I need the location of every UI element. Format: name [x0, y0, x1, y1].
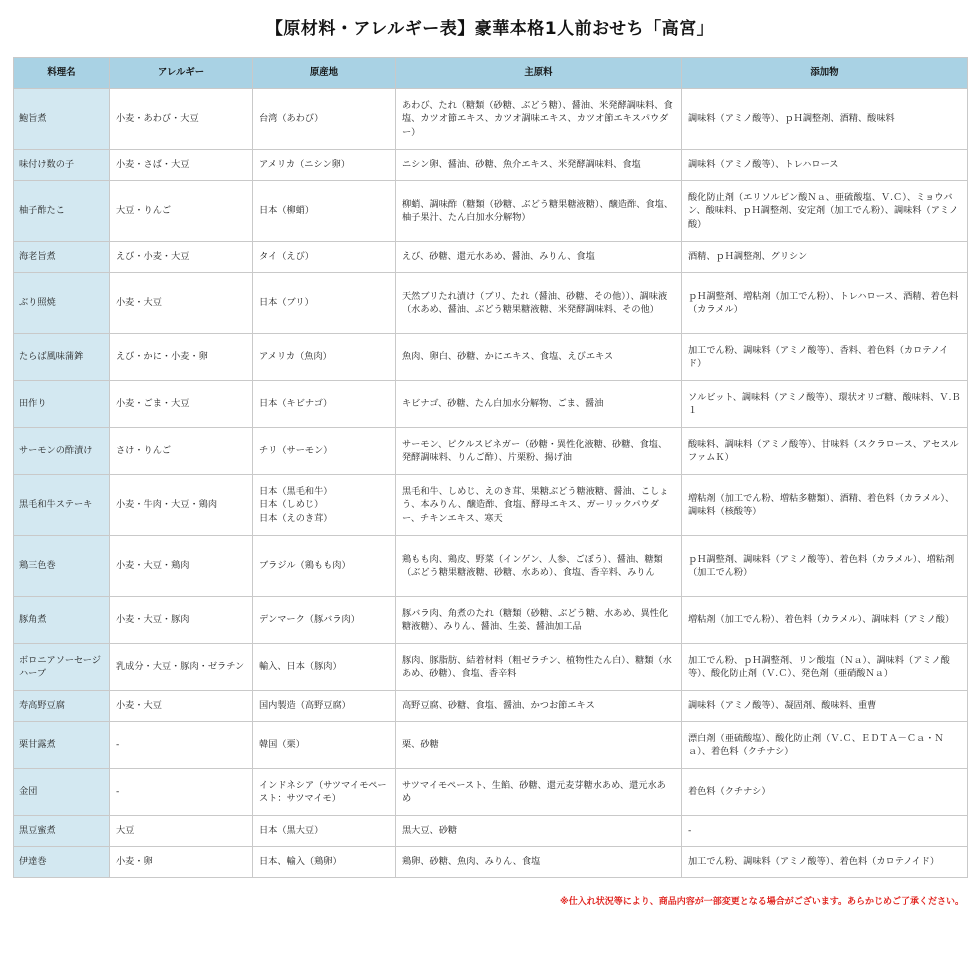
cell-origin: 国内製造（高野豆腐）: [253, 691, 396, 722]
cell-origin: アメリカ（ニシン卵）: [253, 150, 396, 181]
allergen-table: [13, 57, 968, 878]
cell-name: 海老旨煮: [14, 242, 110, 273]
cell-additives: 酸化防止剤（エリソルビン酸Ｎａ、亜硫酸塩、Ｖ.Ｃ）、ミョウバン、酸味料、ｐＨ調整剤、安定剤（加工でん粉）、調味料（アミノ酸）: [682, 181, 968, 242]
header-additives: 添加物: [682, 58, 968, 89]
cell-allergy: 小麦・牛肉・大豆・鶏肉: [110, 475, 253, 536]
cell-origin: インドネシア（サツマイモペースト：サツマイモ）: [253, 769, 396, 816]
cell-origin: ブラジル（鶏もも肉）: [253, 536, 396, 597]
cell-name: ぶり照焼: [14, 273, 110, 334]
cell-additives: ｐＨ調整剤、増粘剤（加工でん粉）、トレハロース、酒精、着色料（カラメル）: [682, 273, 968, 334]
cell-name: ボロニアソーセージハーブ: [14, 644, 110, 691]
cell-allergy: 大豆・りんご: [110, 181, 253, 242]
table-row: [14, 536, 968, 597]
cell-allergy: 小麦・ごま・大豆: [110, 381, 253, 428]
cell-additives: 調味料（アミノ酸等）、ｐＨ調整剤、酒精、酸味料: [682, 89, 968, 150]
cell-allergy: -: [110, 722, 253, 769]
cell-ingredients: えび、砂糖、還元水あめ、醤油、みりん、食塩: [396, 242, 682, 273]
cell-additives: 調味料（アミノ酸等）、トレハロース: [682, 150, 968, 181]
cell-name: 豚角煮: [14, 597, 110, 644]
cell-allergy: 小麦・大豆・豚肉: [110, 597, 253, 644]
cell-ingredients: サーモン、ピクルスビネガー（砂糖・異性化液糖、砂糖、食塩、発酵調味料、りんご酢）、片栗粉、揚げ油: [396, 428, 682, 475]
table-row: [14, 816, 968, 847]
table-row: [14, 769, 968, 816]
cell-allergy: 小麦・あわび・大豆: [110, 89, 253, 150]
cell-additives: 増粘剤（加工でん粉）、着色料（カラメル）、調味料（アミノ酸）: [682, 597, 968, 644]
cell-name: 栗甘露煮: [14, 722, 110, 769]
table-row: [14, 150, 968, 181]
cell-allergy: えび・かに・小麦・卵: [110, 334, 253, 381]
cell-name: 寿高野豆腐: [14, 691, 110, 722]
cell-additives: 調味料（アミノ酸等）、凝固剤、酸味料、重曹: [682, 691, 968, 722]
table-row: [14, 691, 968, 722]
cell-name: 黒毛和牛ステーキ: [14, 475, 110, 536]
cell-origin: 台湾（あわび）: [253, 89, 396, 150]
cell-ingredients: 豚バラ肉、角煮のたれ（糖類（砂糖、ぶどう糖、水あめ、異性化糖液糖）、みりん、醤油、生姜、醤油加工品: [396, 597, 682, 644]
cell-allergy: 乳成分・大豆・豚肉・ゼラチン: [110, 644, 253, 691]
cell-name: 田作り: [14, 381, 110, 428]
cell-additives: -: [682, 816, 968, 847]
cell-additives: 加工でん粉、ｐＨ調整剤、リン酸塩（Ｎａ）、調味料（アミノ酸等）、酸化防止剤（Ｖ.Ｃ）、発色剤（亜硝酸Ｎａ）: [682, 644, 968, 691]
cell-origin: 日本（黒大豆）: [253, 816, 396, 847]
cell-additives: 着色料（クチナシ）: [682, 769, 968, 816]
cell-origin: タイ（えび）: [253, 242, 396, 273]
cell-origin: デンマーク（豚バラ肉）: [253, 597, 396, 644]
cell-additives: 加工でん粉、調味料（アミノ酸等）、香料、着色料（カロテノイド）: [682, 334, 968, 381]
header-name: 料理名: [14, 58, 110, 89]
cell-origin: 日本（柳蛸）: [253, 181, 396, 242]
cell-ingredients: 豚肉、豚脂肪、結着材料（粗ゼラチン、植物性たん白）、糖類（水あめ、砂糖）、食塩、香辛料: [396, 644, 682, 691]
cell-ingredients: 魚肉、卵白、砂糖、かにエキス、食塩、えびエキス: [396, 334, 682, 381]
cell-allergy: えび・小麦・大豆: [110, 242, 253, 273]
table-row: [14, 475, 968, 536]
cell-allergy: 小麦・さば・大豆: [110, 150, 253, 181]
header-allergy: アレルギー: [110, 58, 253, 89]
cell-name: 鮑旨煮: [14, 89, 110, 150]
table-body: [14, 89, 968, 878]
cell-allergy: 小麦・大豆: [110, 273, 253, 334]
cell-ingredients: あわび、たれ（糖類（砂糖、ぶどう糖）、醤油、米発酵調味料、食塩、カツオ節エキス、カツオ調味エキス、カツオ節エキスパウダー）: [396, 89, 682, 150]
cell-ingredients: 柳蛸、調味酢（糖類（砂糖、ぶどう糖果糖液糖）、醸造酢、食塩、柚子果汁、たん白加水分解物）: [396, 181, 682, 242]
cell-ingredients: サツマイモペースト、生餡、砂糖、還元麦芽糖水あめ、還元水あめ: [396, 769, 682, 816]
table-row: [14, 242, 968, 273]
table-row: [14, 644, 968, 691]
table-header-row: [14, 58, 968, 89]
cell-additives: ｐＨ調整剤、調味料（アミノ酸等）、着色料（カラメル）、増粘剤（加工でん粉）: [682, 536, 968, 597]
cell-ingredients: 鶏もも肉、鶏皮、野菜（インゲン、人参、ごぼう）、醤油、糖類（ぶどう糖果糖液糖、砂糖、水あめ）、食塩、香辛料、みりん: [396, 536, 682, 597]
cell-allergy: 大豆: [110, 816, 253, 847]
cell-additives: ソルビット、調味料（アミノ酸等）、環状オリゴ糖、酸味料、Ｖ.Ｂ１: [682, 381, 968, 428]
cell-origin: 日本（キビナゴ）: [253, 381, 396, 428]
page-title: 【原材料・アレルギー表】豪華本格1人前おせち「高宮」: [265, 19, 715, 39]
cell-origin: 輸入、日本（豚肉）: [253, 644, 396, 691]
cell-name: サーモンの酢漬け: [14, 428, 110, 475]
cell-name: 鶏三色巻: [14, 536, 110, 597]
cell-origin: 日本（ブリ）: [253, 273, 396, 334]
cell-additives: 増粘剤（加工でん粉、増粘多糖類）、酒精、着色料（カラメル）、調味料（核酸等）: [682, 475, 968, 536]
table-row: [14, 428, 968, 475]
cell-ingredients: ニシン卵、醤油、砂糖、魚介エキス、米発酵調味料、食塩: [396, 150, 682, 181]
cell-origin: 日本（黒毛和牛） 日本（しめじ） 日本（えのき茸）: [253, 475, 396, 536]
cell-name: 味付け数の子: [14, 150, 110, 181]
cell-allergy: -: [110, 769, 253, 816]
cell-allergy: さけ・りんご: [110, 428, 253, 475]
cell-name: 伊達巻: [14, 847, 110, 878]
cell-name: たらば風味蒲鉾: [14, 334, 110, 381]
table-row: [14, 89, 968, 150]
cell-additives: 酸味料、調味料（アミノ酸等）、甘味料（スクラロース、アセスルファムＫ）: [682, 428, 968, 475]
cell-name: 黒豆蜜煮: [14, 816, 110, 847]
table-row: [14, 334, 968, 381]
cell-ingredients: 黒大豆、砂糖: [396, 816, 682, 847]
cell-allergy: 小麦・大豆・鶏肉: [110, 536, 253, 597]
notice-text: ※仕入れ状況等により、商品内容が一部変更となる場合がございます。あらかじめご了承ください。: [559, 897, 964, 907]
cell-ingredients: 黒毛和牛、しめじ、えのき茸、果糖ぶどう糖液糖、醤油、こしょう、本みりん、醸造酢、食塩、酵母エキス、ガーリックパウダー、チキンエキス、寒天: [396, 475, 682, 536]
cell-ingredients: キビナゴ、砂糖、たん白加水分解物、ごま、醤油: [396, 381, 682, 428]
header-origin: 原産地: [253, 58, 396, 89]
cell-origin: チリ（サーモン）: [253, 428, 396, 475]
cell-origin: 韓国（栗）: [253, 722, 396, 769]
cell-additives: 漂白剤（亜硫酸塩）、酸化防止剤（Ｖ.Ｃ、ＥＤＴＡ－Ｃａ・Ｎａ）、着色料（クチナシ）: [682, 722, 968, 769]
cell-ingredients: 高野豆腐、砂糖、食塩、醤油、かつお節エキス: [396, 691, 682, 722]
cell-additives: 酒精、ｐＨ調整剤、グリシン: [682, 242, 968, 273]
table-row: [14, 847, 968, 878]
header-ingredients: 主原料: [396, 58, 682, 89]
table-row: [14, 181, 968, 242]
table-row: [14, 273, 968, 334]
cell-name: 金団: [14, 769, 110, 816]
table-row: [14, 597, 968, 644]
cell-allergy: 小麦・卵: [110, 847, 253, 878]
cell-name: 柚子酢たこ: [14, 181, 110, 242]
cell-ingredients: 鶏卵、砂糖、魚肉、みりん、食塩: [396, 847, 682, 878]
cell-ingredients: 栗、砂糖: [396, 722, 682, 769]
cell-additives: 加工でん粉、調味料（アミノ酸等）、着色料（カロテノイド）: [682, 847, 968, 878]
cell-origin: 日本、輸入（鶏卵）: [253, 847, 396, 878]
table-row: [14, 722, 968, 769]
cell-origin: アメリカ（魚肉）: [253, 334, 396, 381]
cell-ingredients: 天然ブリたれ漬け（ブリ、たれ（醤油、砂糖、その他））、調味液（水あめ、醤油、ぶどう糖果糖液糖、米発酵調味料、その他）: [396, 273, 682, 334]
table-row: [14, 381, 968, 428]
cell-allergy: 小麦・大豆: [110, 691, 253, 722]
